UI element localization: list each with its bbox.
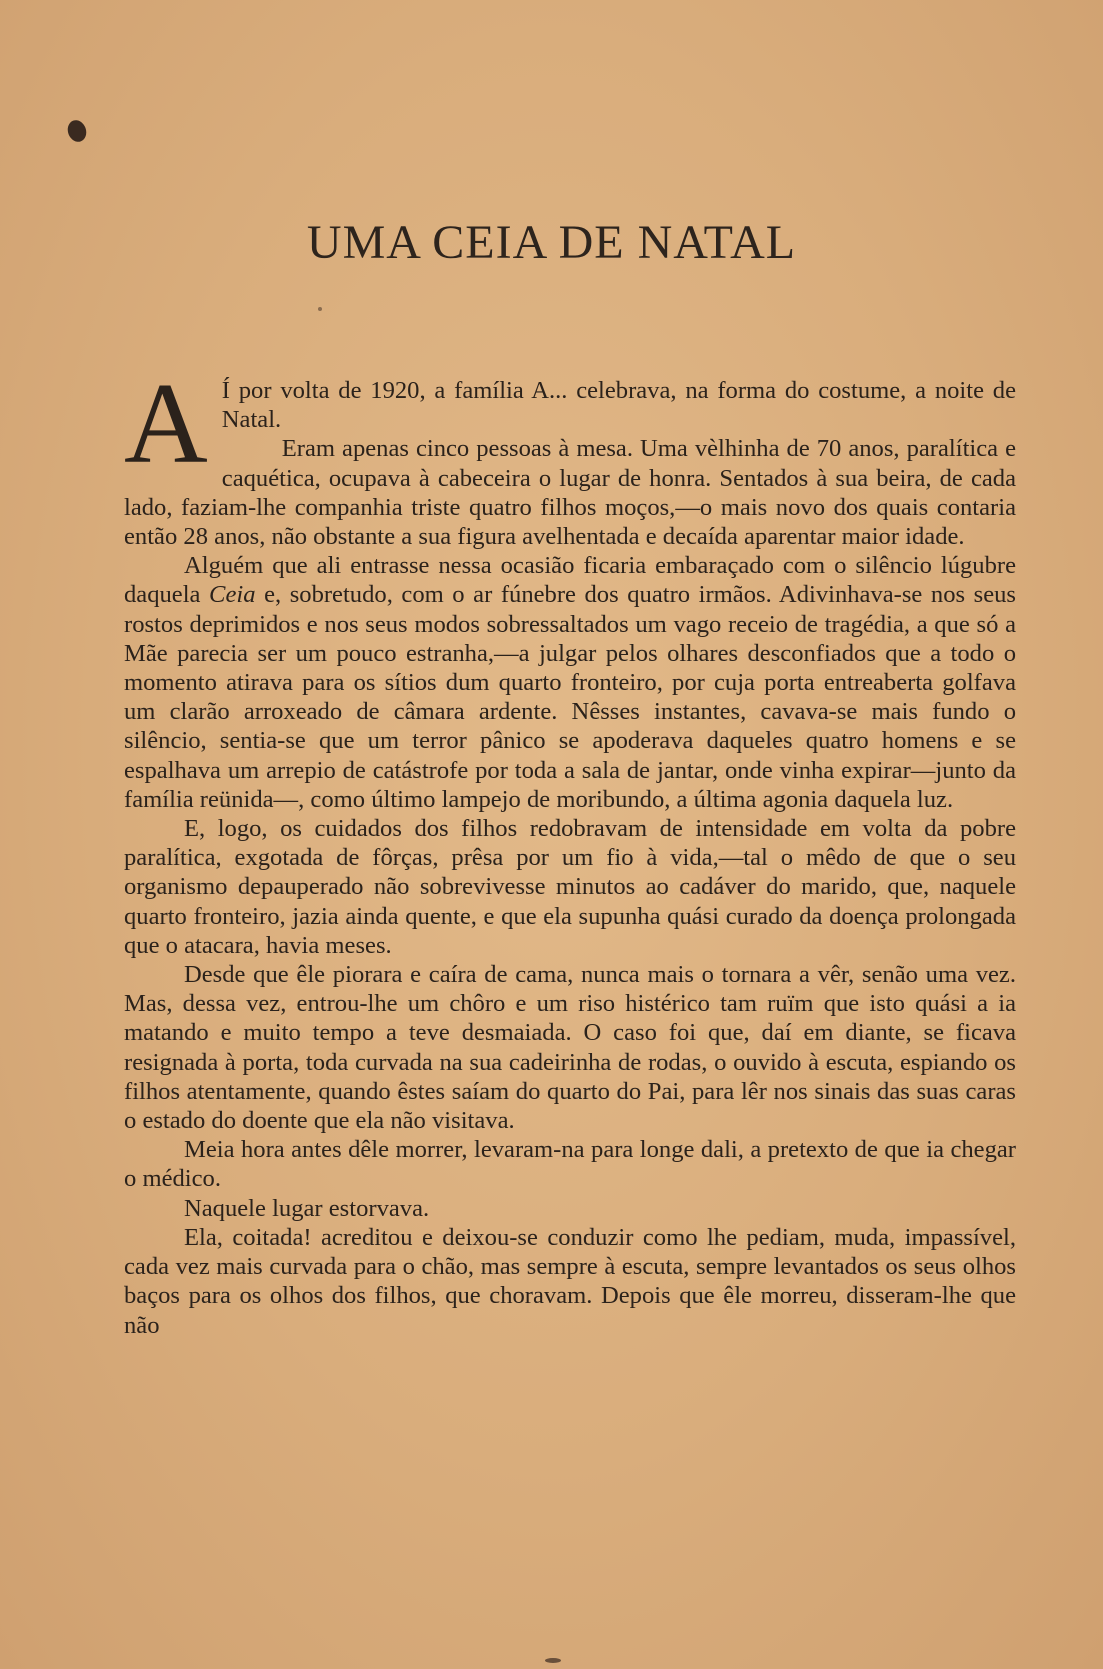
paragraph-1 [124,360,1016,488]
paragraph-text: Naquele lugar estorvava. [184,1194,430,1222]
ink-speck [545,1658,561,1663]
paragraph-text: Alguém que ali entrasse nessa ocasião ficaria embaraçado com o silêncio lúgubre daquela [124,552,1016,609]
paragraph-6 [124,1135,1016,1193]
paragraph-text: Eram apenas cinco pessoas à mesa. Uma vèlhinha de 70 anos, paralítica e caquética, ocupava à cabeceira o lugar de honra. Sentados à sua beira, de cada lado, faziam-lhe companhia triste quatro filhos moços,—o mais novo dos quais contaria então 28 anos, não obstante a sua figura avelhentada e decaída aparentar maior idade. [124,435,1016,551]
paragraph-text: e, sobretudo, com o ar fúnebre dos quatro irmãos. Adivinhava-se nos seus rostos deprimidos e nos seus modos sobressaltados um vago receio de tragédia, a que só a Mãe parecia ser um pouco estranha,—a julgar pelos olhares desconfiados que a todo o momento atirava para os sítios dum quarto fronteiro, por cuja porta entreaberta golfava um clarão arroxeado de câmara ardente. Nêsses instantes, cavava-se mais fundo o silêncio, sentia-se que um terror pânico se apoderava daqueles quatro homens e se espalhava um arrepio de catástrofe por toda a sala de jantar, onde vinha expirar—junto da família reünida—, como último lampejo de moribundo, a última agonia daquela luz. [124,581,1017,813]
paragraph-2 [124,434,1016,551]
paragraph-text: Meia hora antes dêle morrer, levaram-na para longe dali, a pretexto de que ia chegar o médico. [124,1136,1016,1193]
ink-blot [65,118,89,145]
paragraph-text: Í por volta de 1920, a família A... celebrava, na forma do costume, a noite de Natal. [221,377,1016,434]
paragraph-4 [124,814,1016,960]
chapter-title: UMA CEIA DE NATAL [306,216,797,269]
chapter-body [124,360,1017,1340]
paragraph-text: Desde que êle piorara e caíra de cama, nunca mais o tornara a vêr, senão uma vez. Mas, dessa vez, entrou-lhe um chôro e um riso histérico tam ruïm que isto quási a ia matando e muito tempo a teve desmaiada. O caso foi que, daí em diante, se ficava resignada à porta, toda curvada na sua cadeirinha de rodas, o ouvido à escuta, espiando os filhos atentamente, quando êstes saíam do quarto do Pai, para lêr nos sinais das suas caras o estado do doente que ela não visitava. [124,961,1016,1135]
italic-word: Ceia [209,581,256,609]
paragraph-text: E, logo, os cuidados dos filhos redobravam de intensidade em volta da pobre paralítica, exgotada de fôrças, prêsa por um fio à vida,—tal o mêdo de que o seu organismo depauperado não sobrevivesse minutos ao cadáver do marido, que, naquele quarto fronteiro, jazia ainda quente, e que ela supunha quási curado da doença prolongada que o atacara, havia meses. [124,815,1016,959]
paragraph-3 [124,551,1016,814]
paragraph-5 [124,960,1016,1135]
ink-speck [318,307,322,311]
paragraph-8 [124,1223,1016,1340]
paragraph-text: Ela, coitada! acreditou e deixou-se conduzir como lhe pediam, muda, impassível, cada vez mais curvada para o chão, mas sempre à escuta, sempre levantados os seus olhos baços para os olhos dos filhos, que choravam. Depois que êle morreu, disseram-lhe que não [124,1223,1016,1339]
paragraph-7 [124,1194,1016,1223]
drop-cap: A [124,360,208,488]
